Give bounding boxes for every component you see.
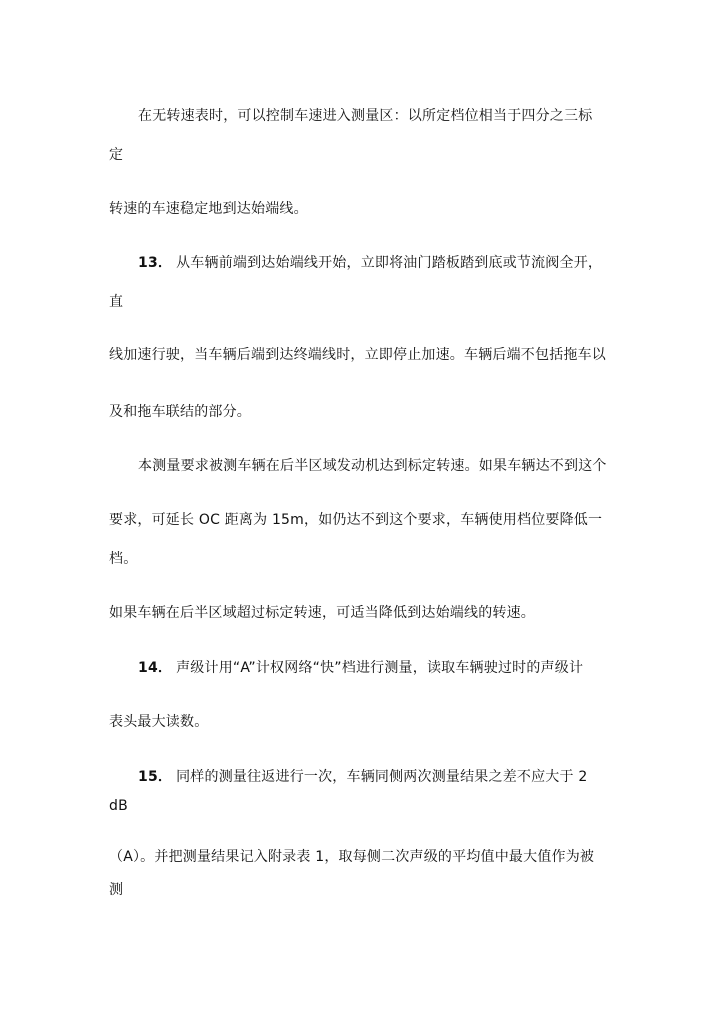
paragraph-line-13: 表头最大读数。 [109,714,209,730]
paragraph-line-1: 在无转速表时，可以控制车速进入测量区：以所定档位相当于四分之三标 [138,108,593,124]
item-15-text: 同样的测量往返进行一次，车辆同侧两次测量结果之差不应大于 2 [176,769,588,785]
paragraph-line-10: 档。 [109,551,138,567]
paragraph-line-15: dB [109,798,128,814]
item-15-line [138,768,587,786]
paragraph-line-17: 测 [109,882,124,898]
item-13-text: 从车辆前端到达始端线开始，立即将油门踏板踏到底或节流阀全开， [176,255,603,271]
paragraph-line-7: 及和拖车联结的部分。 [109,404,251,420]
item-13-number: 13． [138,255,173,271]
paragraph-line-6: 线加速行驶，当车辆后端到达终端线时，立即停止加速。车辆后端不包括拖车以 [109,347,606,363]
paragraph-line-11: 如果车辆在后半区域超过标定转速，可适当降低到达始端线的转速。 [109,605,535,621]
item-15-number: 15． [138,769,173,785]
paragraph-line-5: 直 [109,294,124,310]
paragraph-line-8: 本测量要求被测车辆在后半区域发动机达到标定转速。如果车辆达不到这个 [138,458,607,474]
item-13-line [138,254,602,272]
paragraph-line-3: 转速的车速稳定地到达始端线。 [109,201,308,217]
paragraph-line-2: 定 [109,147,124,163]
item-14-line [138,659,583,677]
paragraph-line-16: （A）。并把测量结果记入附录表 1，取每侧二次声级的平均值中最大值作为被 [109,849,595,865]
item-14-text: 声级计用“A”计权网络“快”档进行测量，读取车辆驶过时的声级计 [176,660,584,676]
paragraph-line-9: 要求，可延长 OC 距离为 15m，如仍达不到这个要求，车辆使用档位要降低一 [109,512,603,528]
item-14-number: 14． [138,660,173,676]
